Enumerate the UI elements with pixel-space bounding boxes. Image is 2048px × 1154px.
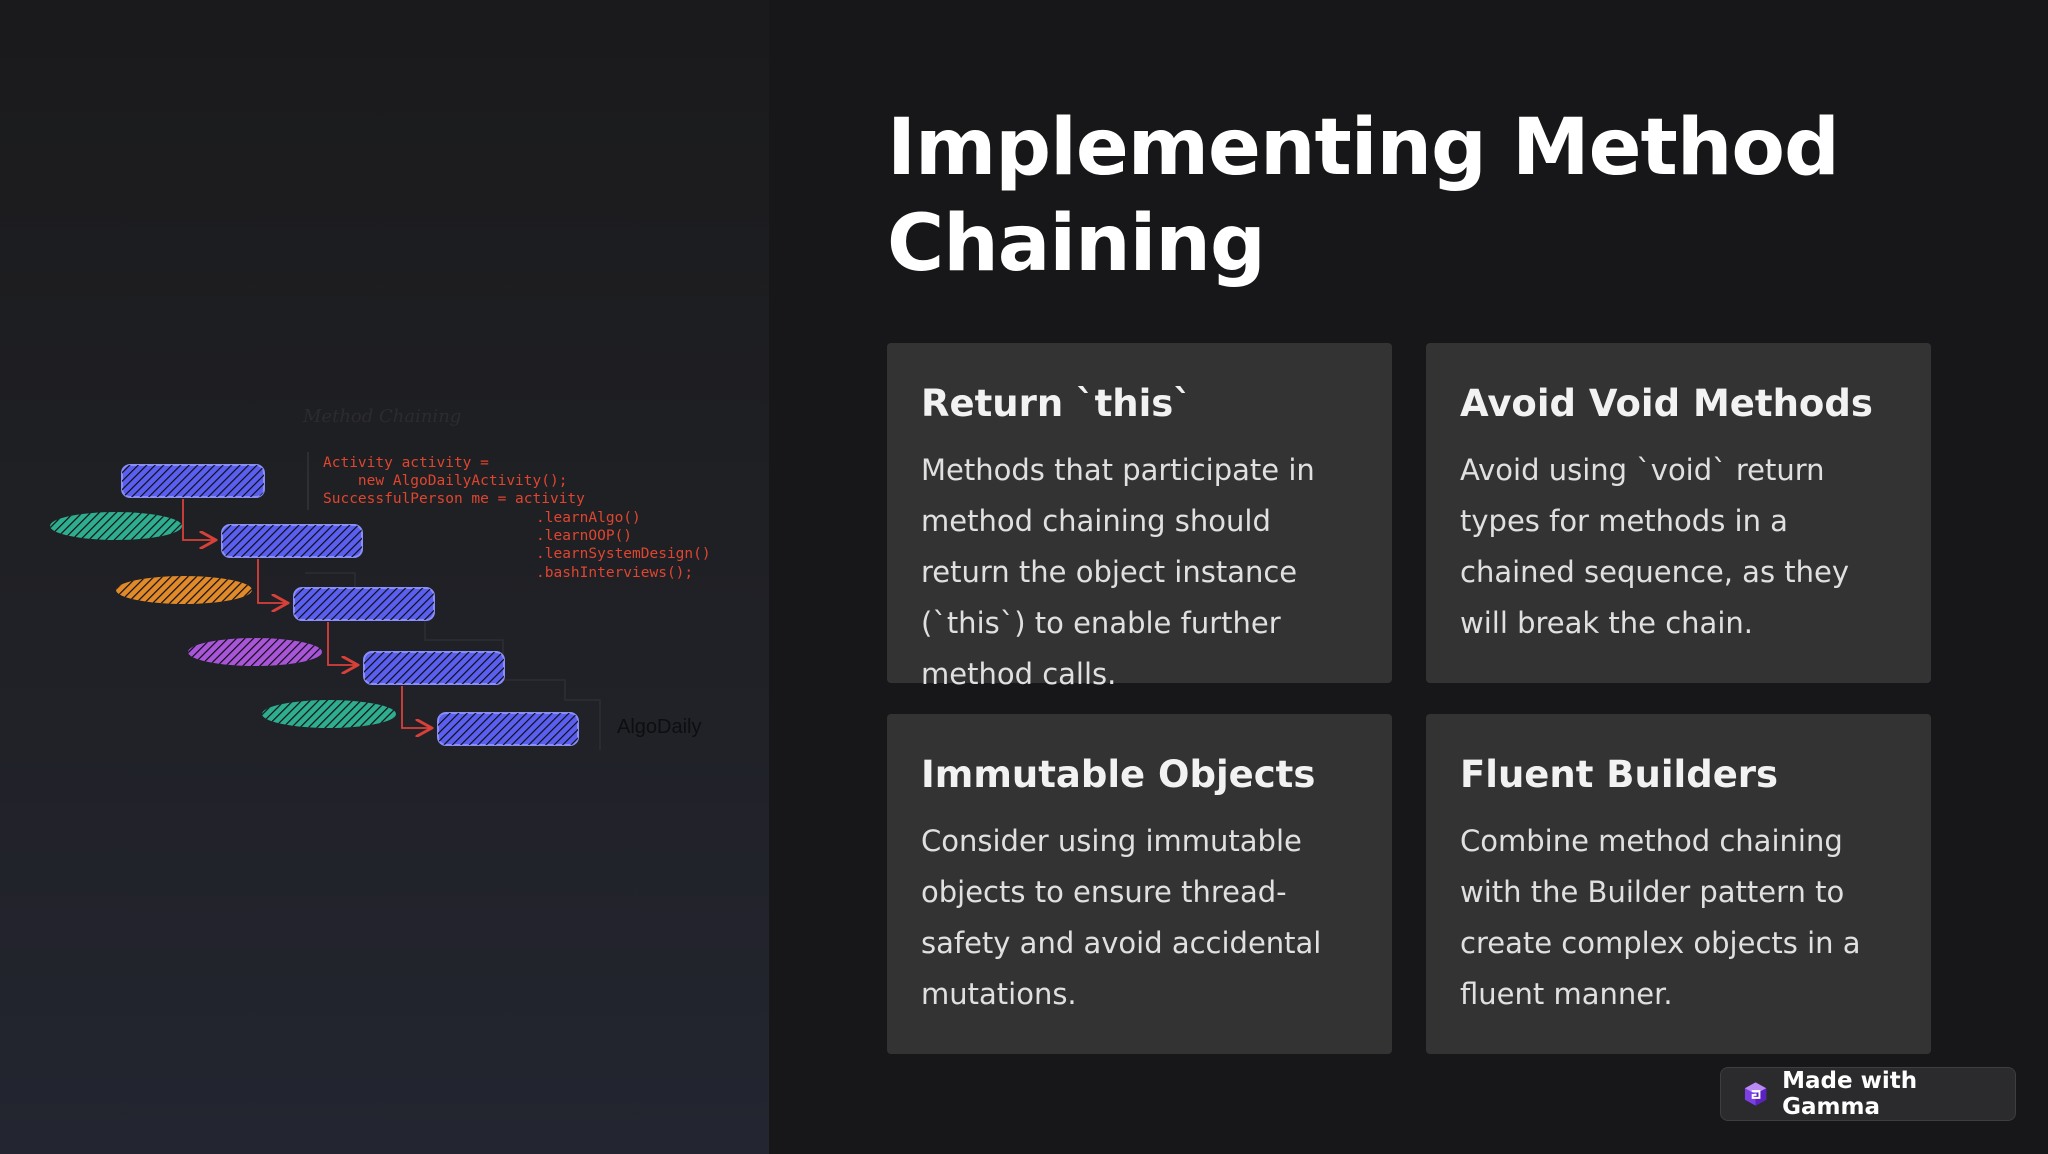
card-return-this (887, 343, 1392, 691)
chain-arrow (402, 686, 430, 728)
card-heading: Fluent Builders (1460, 753, 1779, 796)
card-immutable-objects (887, 714, 1392, 1054)
card-avoid-void-methods (1426, 343, 1931, 683)
step-ellipse-hatch (262, 700, 396, 728)
step-ellipse-hatch (116, 576, 252, 604)
method-box-hatch (294, 588, 434, 620)
made-with-gamma-badge[interactable] (1720, 1067, 2016, 1121)
step-ellipse-hatch (50, 512, 182, 540)
code-block (323, 455, 711, 581)
illustration-panel (0, 0, 769, 1154)
card-fluent-builders (1426, 714, 1931, 1054)
code-line: .learnOOP() (536, 528, 633, 544)
badge-label: Made with Gamma (1782, 1068, 1918, 1120)
code-line: SuccessfulPerson me = activity (323, 491, 585, 507)
content-panel (769, 0, 2048, 1154)
gamma-logo-icon (1743, 1081, 1768, 1107)
card-heading: Avoid Void Methods (1460, 382, 1873, 425)
method-chaining-diagram (0, 0, 769, 1154)
method-box-hatch (122, 465, 264, 497)
chain-arrow (328, 622, 356, 665)
slide-title: Implementing Method Chaining (887, 103, 1839, 289)
code-line: Activity activity = (323, 455, 489, 471)
method-box-hatch (438, 713, 578, 745)
card-body: Methods that participate in method chaining should return the object instance (`this`) to enable further method calls. (921, 453, 1315, 691)
chain-arrow (183, 499, 214, 540)
diagram-heading: Method Chaining (303, 406, 462, 427)
code-line: .learnAlgo() (536, 510, 641, 526)
method-box-hatch (364, 652, 504, 684)
card-body: Avoid using `void` return types for methods in a chained sequence, as they will break the chain. (1460, 453, 1850, 640)
step-ellipse-hatch (188, 638, 322, 666)
card-body: Combine method chaining with the Builder pattern to create complex objects in a fluent manner. (1460, 824, 1861, 1011)
card-heading: Immutable Objects (921, 753, 1316, 796)
code-line: .learnSystemDesign() (536, 546, 711, 562)
chain-arrow (258, 559, 286, 603)
card-heading: Return `this` (921, 382, 1192, 425)
algodaily-logo-text: AlgoDaily (617, 716, 702, 738)
method-box-hatch (222, 525, 362, 557)
card-body: Consider using immutable objects to ensure thread-safety and avoid accidental mutations. (921, 824, 1322, 1011)
code-line: new AlgoDailyActivity(); (323, 473, 568, 489)
code-line: .bashInterviews(); (536, 565, 694, 581)
